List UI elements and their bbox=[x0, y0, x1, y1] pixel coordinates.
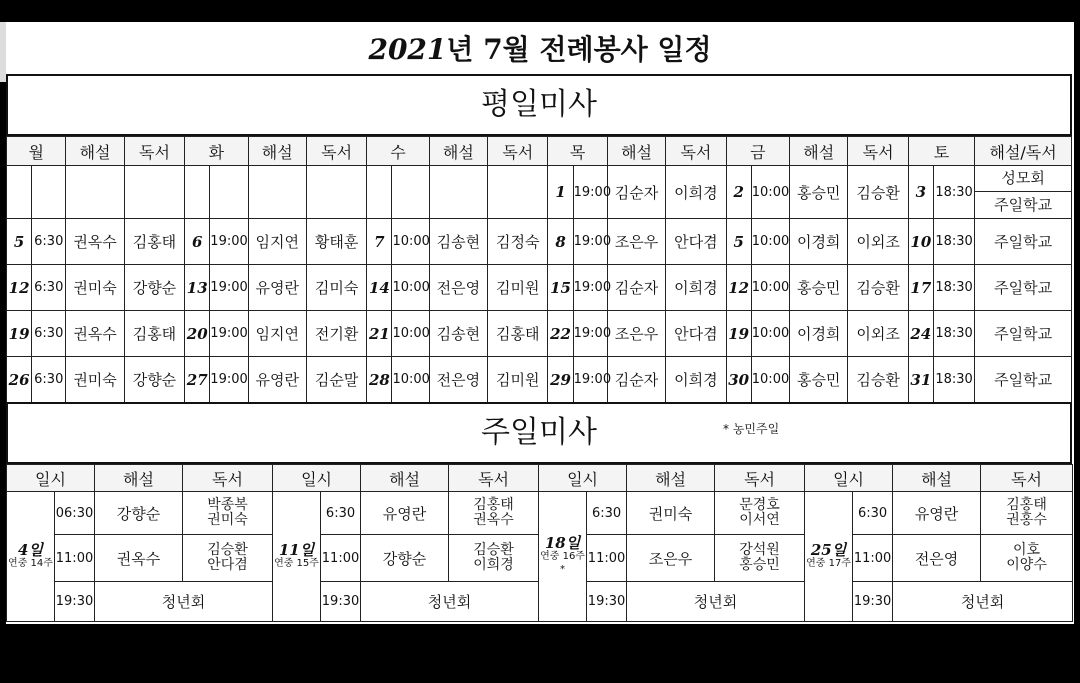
reading-cell bbox=[981, 492, 1073, 535]
commentary-cell: 이경희 bbox=[790, 311, 848, 357]
title-text: 년 7월 전례봉사 일정 bbox=[446, 33, 712, 66]
date-cell: 5 bbox=[726, 219, 751, 265]
sunday-header-cell: 일시 bbox=[539, 465, 627, 492]
weekday-header-cell: 토 bbox=[908, 137, 974, 166]
weekday-header-cell: 독서 bbox=[124, 137, 184, 166]
date-cell: 26 bbox=[7, 357, 32, 403]
sunday-section-title: 주일미사 bbox=[6, 402, 1072, 464]
date-cell: 13 bbox=[185, 265, 210, 311]
date-cell: 14 bbox=[367, 265, 392, 311]
reading-cell bbox=[488, 166, 548, 219]
time-cell: 10:00 bbox=[751, 166, 789, 219]
date-cell: 7 bbox=[367, 219, 392, 265]
sunday-header-cell: 독서 bbox=[715, 465, 805, 492]
commentary-cell: 조은우 bbox=[627, 535, 715, 582]
mass-time-cell: 6:30 bbox=[321, 492, 361, 535]
reading-cell: 이외조 bbox=[848, 219, 908, 265]
reader-2: 권옥수 bbox=[473, 512, 514, 528]
farmers-sunday-mark: * bbox=[560, 564, 566, 575]
weekday-header-cell: 목 bbox=[548, 137, 607, 166]
date-cell: 5 bbox=[7, 219, 32, 265]
date-cell: 21 bbox=[367, 311, 392, 357]
sunday-liturgical-week: 연중 17주 bbox=[806, 557, 851, 569]
time-cell: 18:30 bbox=[933, 311, 974, 357]
reading-cell: 김승환 bbox=[848, 357, 908, 403]
reading-cell: 이희경 bbox=[666, 265, 726, 311]
commentary-cell: 홍승민 bbox=[790, 265, 848, 311]
mass-time-cell: 19:30 bbox=[321, 582, 361, 622]
reading-cell: 김승환 bbox=[848, 166, 908, 219]
sunday-table bbox=[6, 464, 1073, 622]
date-cell: 28 bbox=[367, 357, 392, 403]
time-cell: 19:00 bbox=[210, 311, 248, 357]
commentary-cell: 권미숙 bbox=[66, 357, 124, 403]
sunday-header-cell: 해설 bbox=[627, 465, 715, 492]
reading-cell: 김홍태 bbox=[124, 311, 184, 357]
mass-time-cell: 11:00 bbox=[853, 535, 893, 582]
commentary-cell: 유영란 bbox=[248, 265, 306, 311]
reading-cell: 안다겸 bbox=[666, 219, 726, 265]
date-cell: 24 bbox=[908, 311, 933, 357]
commentary-cell: 강향순 bbox=[95, 492, 183, 535]
date-cell bbox=[367, 166, 392, 219]
mass-group-cell: 청년회 bbox=[361, 582, 539, 622]
commentary-cell bbox=[248, 166, 306, 219]
sat-group-2: 주일학교 bbox=[994, 196, 1053, 214]
weekday-header-cell: 해설 bbox=[248, 137, 306, 166]
commentary-cell: 홍승민 bbox=[790, 357, 848, 403]
sunday-header-cell: 일시 bbox=[7, 465, 95, 492]
date-cell: 20 bbox=[185, 311, 210, 357]
reading-cell bbox=[715, 492, 805, 535]
date-cell: 22 bbox=[548, 311, 573, 357]
mass-time-cell: 19:30 bbox=[55, 582, 95, 622]
reader-1: 박종복 bbox=[207, 497, 248, 513]
commentary-cell: 전은영 bbox=[429, 265, 487, 311]
reading-cell bbox=[124, 166, 184, 219]
weekday-header-cell: 화 bbox=[185, 137, 248, 166]
mass-time-cell: 06:30 bbox=[55, 492, 95, 535]
reading-cell: 김미숙 bbox=[306, 265, 366, 311]
date-cell: 31 bbox=[908, 357, 933, 403]
date-cell: 19 bbox=[7, 311, 32, 357]
commentary-cell: 강향순 bbox=[361, 535, 449, 582]
date-cell: 30 bbox=[726, 357, 751, 403]
sunday-header-cell: 일시 bbox=[273, 465, 361, 492]
weekday-row bbox=[7, 311, 1072, 357]
mass-group-cell: 청년회 bbox=[95, 582, 273, 622]
commentary-cell: 조은우 bbox=[607, 311, 665, 357]
reader-2: 안다겸 bbox=[207, 557, 248, 573]
sunday-date-cell bbox=[805, 492, 853, 622]
reading-cell: 김홍태 bbox=[488, 311, 548, 357]
commentary-reading-cell: 주일학교 bbox=[975, 357, 1072, 403]
time-cell: 19:00 bbox=[573, 311, 607, 357]
time-cell: 18:30 bbox=[933, 357, 974, 403]
reading-cell: 김승환 bbox=[848, 265, 908, 311]
time-cell: 19:00 bbox=[210, 265, 248, 311]
weekday-row bbox=[7, 219, 1072, 265]
sunday-header-cell: 독서 bbox=[183, 465, 273, 492]
date-cell: 15 bbox=[548, 265, 573, 311]
date-cell: 29 bbox=[548, 357, 573, 403]
reader-1: 김승환 bbox=[207, 542, 248, 558]
time-cell: 19:00 bbox=[210, 219, 248, 265]
commentary-cell: 유영란 bbox=[361, 492, 449, 535]
weekday-header-row bbox=[7, 137, 1072, 166]
reading-cell: 이외조 bbox=[848, 311, 908, 357]
reading-cell bbox=[449, 535, 539, 582]
commentary-cell bbox=[429, 166, 487, 219]
reading-cell bbox=[306, 166, 366, 219]
reading-cell: 강향순 bbox=[124, 357, 184, 403]
date-cell: 1 bbox=[548, 166, 573, 219]
reading-cell: 김정숙 bbox=[488, 219, 548, 265]
date-cell: 6 bbox=[185, 219, 210, 265]
reader-1: 강석원 bbox=[739, 542, 780, 558]
reading-cell: 김미원 bbox=[488, 265, 548, 311]
sunday-header-cell: 해설 bbox=[95, 465, 183, 492]
weekday-header-cell: 독서 bbox=[666, 137, 726, 166]
time-cell: 10:00 bbox=[392, 265, 429, 311]
sunday-date: 25일 bbox=[810, 540, 847, 559]
commentary-cell: 김송현 bbox=[429, 219, 487, 265]
date-cell: 12 bbox=[726, 265, 751, 311]
commentary-cell: 홍승민 bbox=[790, 166, 848, 219]
time-cell: 18:30 bbox=[933, 219, 974, 265]
reader-2: 권홍수 bbox=[1006, 512, 1047, 528]
weekday-header-cell: 월 bbox=[7, 137, 66, 166]
time-cell bbox=[210, 166, 248, 219]
mass-time-cell: 6:30 bbox=[587, 492, 627, 535]
sunday-date-cell bbox=[7, 492, 55, 622]
reader-2: 이서연 bbox=[739, 512, 780, 528]
reading-cell: 황태훈 bbox=[306, 219, 366, 265]
date-cell: 17 bbox=[908, 265, 933, 311]
date-cell bbox=[185, 166, 210, 219]
sunday-header-cell: 일시 bbox=[805, 465, 893, 492]
mass-group-cell: 청년회 bbox=[627, 582, 805, 622]
weekday-header-cell: 해설 bbox=[790, 137, 848, 166]
sunday-date: 18일 bbox=[544, 534, 581, 552]
time-cell: 6:30 bbox=[32, 311, 66, 357]
sunday-header-cell: 독서 bbox=[449, 465, 539, 492]
reading-cell bbox=[449, 492, 539, 535]
weekday-header-cell: 해설 bbox=[429, 137, 487, 166]
reading-cell bbox=[981, 535, 1073, 582]
reading-cell: 김순말 bbox=[306, 357, 366, 403]
time-cell: 10:00 bbox=[392, 357, 429, 403]
weekday-header-cell: 금 bbox=[726, 137, 789, 166]
reading-cell bbox=[715, 535, 805, 582]
sunday-liturgical-week: 연중 16주 bbox=[540, 551, 585, 562]
commentary-reading-cell: 주일학교 bbox=[975, 219, 1072, 265]
time-cell: 10:00 bbox=[751, 265, 789, 311]
sunday-date-cell bbox=[273, 492, 321, 622]
time-cell: 10:00 bbox=[751, 219, 789, 265]
reading-cell bbox=[183, 492, 273, 535]
commentary-cell: 김송현 bbox=[429, 311, 487, 357]
sunday-header-row bbox=[7, 465, 1073, 492]
weekday-section-title: 평일미사 bbox=[6, 74, 1072, 136]
reader-1: 문경호 bbox=[739, 497, 780, 513]
reading-cell: 김홍태 bbox=[124, 219, 184, 265]
time-cell: 10:00 bbox=[392, 311, 429, 357]
date-cell bbox=[7, 166, 32, 219]
weekday-header-cell: 독서 bbox=[488, 137, 548, 166]
weekday-header-cell: 해설 bbox=[607, 137, 665, 166]
commentary-cell: 임지연 bbox=[248, 311, 306, 357]
sunday-liturgical-week: 연중 15주 bbox=[274, 557, 319, 569]
reader-2: 이희경 bbox=[473, 557, 514, 573]
time-cell: 18:30 bbox=[933, 265, 974, 311]
time-cell: 19:00 bbox=[573, 265, 607, 311]
weekday-header-cell: 해설 bbox=[66, 137, 124, 166]
weekday-header-cell: 독서 bbox=[848, 137, 908, 166]
time-cell: 6:30 bbox=[32, 265, 66, 311]
time-cell: 10:00 bbox=[392, 219, 429, 265]
mass-time-cell: 11:00 bbox=[321, 535, 361, 582]
time-cell: 6:30 bbox=[32, 219, 66, 265]
commentary-cell: 권미숙 bbox=[66, 265, 124, 311]
weekday-header-cell: 독서 bbox=[306, 137, 366, 166]
date-cell: 12 bbox=[7, 265, 32, 311]
mass-time-cell: 19:30 bbox=[853, 582, 893, 622]
weekday-header-cell: 수 bbox=[367, 137, 429, 166]
weekday-table bbox=[6, 136, 1072, 403]
reader-1: 김홍태 bbox=[473, 497, 514, 513]
commentary-cell: 김순자 bbox=[607, 357, 665, 403]
weekday-row bbox=[7, 265, 1072, 311]
commentary-reading-cell: 주일학교 bbox=[975, 311, 1072, 357]
time-cell bbox=[32, 166, 66, 219]
commentary-cell: 전은영 bbox=[429, 357, 487, 403]
date-cell: 10 bbox=[908, 219, 933, 265]
mass-time-cell: 11:00 bbox=[55, 535, 95, 582]
sunday-date: 4일 bbox=[18, 540, 43, 559]
sunday-header-cell: 해설 bbox=[893, 465, 981, 492]
commentary-cell: 임지연 bbox=[248, 219, 306, 265]
commentary-cell: 권옥수 bbox=[66, 311, 124, 357]
weekday-header-cell: 해설/독서 bbox=[975, 137, 1072, 166]
date-cell: 27 bbox=[185, 357, 210, 403]
mass-group-cell: 청년회 bbox=[893, 582, 1073, 622]
commentary-cell: 김순자 bbox=[607, 166, 665, 219]
commentary-cell: 김순자 bbox=[607, 265, 665, 311]
reading-cell: 이희경 bbox=[666, 166, 726, 219]
sunday-header-cell: 해설 bbox=[361, 465, 449, 492]
date-cell: 8 bbox=[548, 219, 573, 265]
time-cell: 19:00 bbox=[573, 166, 607, 219]
reading-cell: 전기환 bbox=[306, 311, 366, 357]
reader-1: 이호 bbox=[1013, 542, 1041, 558]
commentary-cell: 권옥수 bbox=[66, 219, 124, 265]
commentary-reading-cell bbox=[975, 166, 1072, 219]
weekday-row bbox=[7, 357, 1072, 403]
sunday-note: * 농민주일 bbox=[723, 422, 780, 436]
sat-group-1: 성모회 bbox=[975, 166, 1071, 192]
schedule-sheet bbox=[6, 22, 1074, 624]
time-cell: 19:00 bbox=[573, 219, 607, 265]
sunday-header-cell: 독서 bbox=[981, 465, 1073, 492]
reading-cell: 이희경 bbox=[666, 357, 726, 403]
sunday-date-cell bbox=[539, 492, 587, 622]
reader-1: 김홍태 bbox=[1006, 497, 1047, 513]
commentary-cell bbox=[66, 166, 124, 219]
mass-time-cell: 6:30 bbox=[853, 492, 893, 535]
sunday-liturgical-week: 연중 14주 bbox=[8, 557, 53, 569]
reading-cell bbox=[183, 535, 273, 582]
commentary-cell: 유영란 bbox=[248, 357, 306, 403]
page-title bbox=[6, 28, 1074, 68]
commentary-cell: 유영란 bbox=[893, 492, 981, 535]
weekday-row bbox=[7, 166, 1072, 219]
time-cell: 10:00 bbox=[751, 357, 789, 403]
mass-time-cell: 19:30 bbox=[587, 582, 627, 622]
sunday-date: 11일 bbox=[278, 540, 315, 559]
time-cell: 10:00 bbox=[751, 311, 789, 357]
date-cell: 2 bbox=[726, 166, 751, 219]
title-year: 2021 bbox=[368, 33, 447, 66]
time-cell: 19:00 bbox=[573, 357, 607, 403]
mass-time-cell: 11:00 bbox=[587, 535, 627, 582]
reading-cell: 안다겸 bbox=[666, 311, 726, 357]
reading-cell: 김미원 bbox=[488, 357, 548, 403]
commentary-cell: 조은우 bbox=[607, 219, 665, 265]
commentary-cell: 전은영 bbox=[893, 535, 981, 582]
commentary-cell: 이경희 bbox=[790, 219, 848, 265]
commentary-cell: 권옥수 bbox=[95, 535, 183, 582]
time-cell: 18:30 bbox=[933, 166, 974, 219]
reader-2: 이양수 bbox=[1006, 557, 1047, 573]
sunday-row bbox=[7, 492, 1073, 535]
time-cell: 6:30 bbox=[32, 357, 66, 403]
date-cell: 3 bbox=[908, 166, 933, 219]
reader-2: 홍승민 bbox=[739, 557, 780, 573]
reader-2: 권미숙 bbox=[207, 512, 248, 528]
time-cell bbox=[392, 166, 429, 219]
reading-cell: 강향순 bbox=[124, 265, 184, 311]
commentary-reading-cell: 주일학교 bbox=[975, 265, 1072, 311]
reader-1: 김승환 bbox=[473, 542, 514, 558]
time-cell: 19:00 bbox=[210, 357, 248, 403]
date-cell: 19 bbox=[726, 311, 751, 357]
commentary-cell: 권미숙 bbox=[627, 492, 715, 535]
